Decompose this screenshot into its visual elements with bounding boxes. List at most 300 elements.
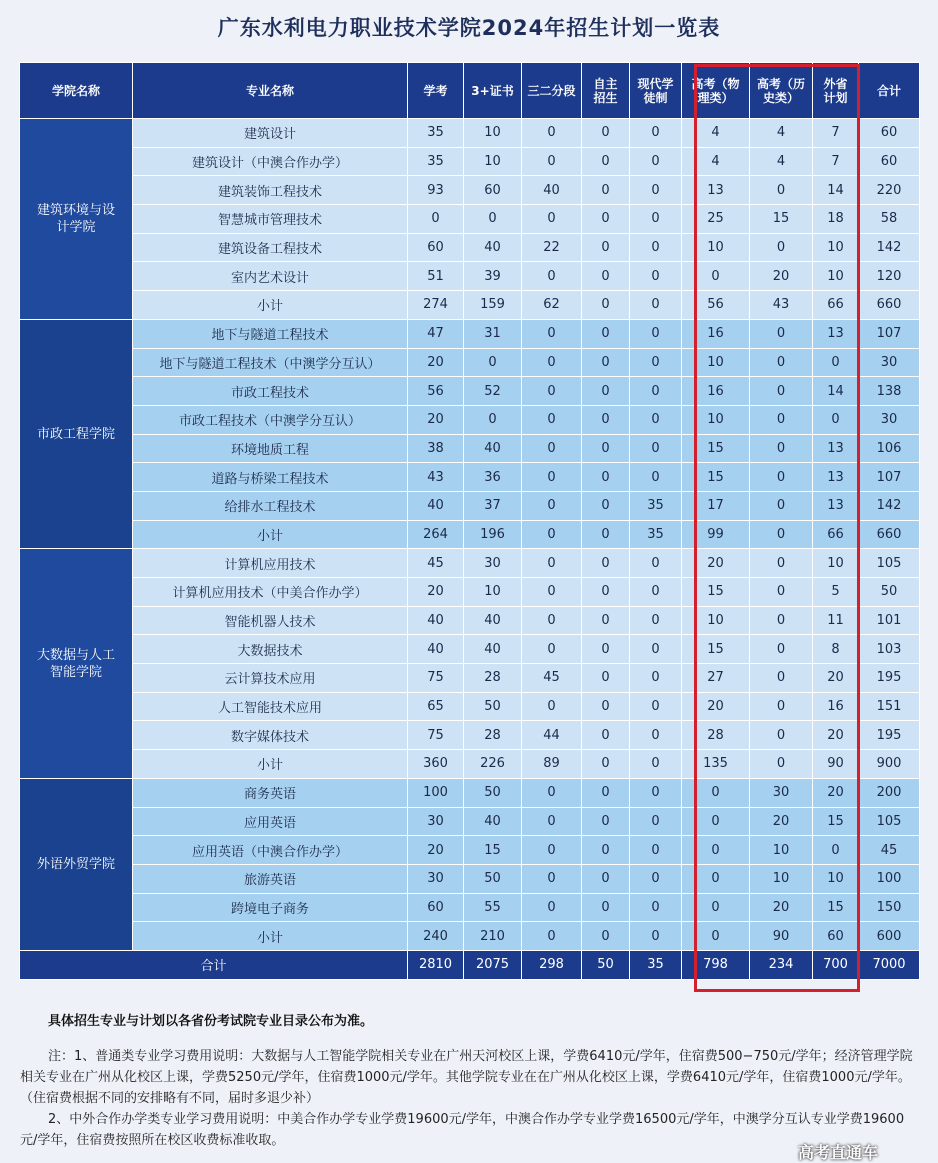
zizhu-cell: 0	[582, 348, 630, 377]
cert-cell: 40	[464, 434, 522, 463]
table-row	[20, 893, 920, 922]
gaokao-wuli-cell: 0	[682, 836, 750, 865]
waisheng-cell: 0	[813, 836, 859, 865]
gaokao-wuli-cell: 15	[682, 434, 750, 463]
sanersd-cell: 0	[522, 520, 582, 549]
heji-cell: 120	[859, 262, 920, 291]
heji-cell: 200	[859, 778, 920, 807]
subtotal-row	[20, 291, 920, 320]
major-name-cell: 云计算技术应用	[133, 664, 408, 693]
heji-cell: 195	[859, 664, 920, 693]
college-name-cell: 建筑环境与设计学院	[20, 119, 133, 320]
gaokao-wuli-cell: 25	[682, 205, 750, 234]
header-xuekao: 学考	[408, 63, 464, 119]
xiandai-cell: 0	[630, 750, 682, 779]
gaokao-lishi-cell: 0	[750, 578, 813, 607]
table-row	[20, 434, 920, 463]
waisheng-cell: 10	[813, 549, 859, 578]
gaokao-wuli-cell: 0	[682, 778, 750, 807]
xiandai-cell: 0	[630, 836, 682, 865]
xiandai-cell: 0	[630, 233, 682, 262]
heji-cell: 58	[859, 205, 920, 234]
xuekao-cell: 40	[408, 606, 464, 635]
fee-note-1: 注：1、普通类专业学习费用说明：大数据与人工智能学院相关专业在广州天河校区上课，学费6410元/学年，住宿费500−750元/学年；经济管理学院相关专业在广州从化校区上课，学费5250元/学年，住宿费1000元/学年。其他学院专业在在广州从化校区上课，学费6410元/学年，住宿费1000元/学年。（住宿费根据不同的安排略有不同，届时多退少补）	[20, 1049, 913, 1106]
waisheng-cell: 0	[813, 405, 859, 434]
table-row	[20, 635, 920, 664]
cert-cell: 159	[464, 291, 522, 320]
cert-cell: 210	[464, 922, 522, 951]
sanersd-cell: 0	[522, 864, 582, 893]
xiandai-cell: 0	[630, 463, 682, 492]
header-heji: 合计	[859, 63, 920, 119]
heji-cell: 142	[859, 233, 920, 262]
sanersd-cell: 22	[522, 233, 582, 262]
xiandai-cell: 0	[630, 635, 682, 664]
major-name-cell: 计算机应用技术（中美合作办学）	[133, 578, 408, 607]
college-name-cell: 大数据与人工智能学院	[20, 549, 133, 779]
major-name-cell: 应用英语（中澳合作办学）	[133, 836, 408, 865]
header-major: 专业名称	[133, 63, 408, 119]
xiandai-cell: 0	[630, 405, 682, 434]
xuekao-cell: 75	[408, 721, 464, 750]
zizhu-cell: 0	[582, 635, 630, 664]
heji-cell: 150	[859, 893, 920, 922]
xiandai-cell: 0	[630, 664, 682, 693]
xuekao-cell: 20	[408, 405, 464, 434]
cert-cell: 55	[464, 893, 522, 922]
heji-cell: 105	[859, 807, 920, 836]
gaokao-lishi-cell: 0	[750, 348, 813, 377]
table-row	[20, 348, 920, 377]
xiandai-cell: 0	[630, 549, 682, 578]
header-waisheng: 外省计划	[813, 63, 859, 119]
sanersd-cell: 0	[522, 836, 582, 865]
gaokao-lishi-cell: 0	[750, 664, 813, 693]
total-gaokao-wuli-cell: 798	[682, 950, 750, 979]
table-row	[20, 405, 920, 434]
xuekao-cell: 30	[408, 807, 464, 836]
gaokao-lishi-cell: 20	[750, 807, 813, 836]
cert-cell: 60	[464, 176, 522, 205]
gaokao-lishi-cell: 0	[750, 176, 813, 205]
sanersd-cell: 89	[522, 750, 582, 779]
xuekao-cell: 264	[408, 520, 464, 549]
zizhu-cell: 0	[582, 119, 630, 148]
waisheng-cell: 18	[813, 205, 859, 234]
gaokao-wuli-cell: 17	[682, 491, 750, 520]
heji-cell: 60	[859, 147, 920, 176]
major-name-cell: 计算机应用技术	[133, 549, 408, 578]
subtotal-row	[20, 750, 920, 779]
waisheng-cell: 15	[813, 893, 859, 922]
gaokao-wuli-cell: 15	[682, 463, 750, 492]
xuekao-cell: 38	[408, 434, 464, 463]
heji-cell: 103	[859, 635, 920, 664]
total-xuekao-cell: 2810	[408, 950, 464, 979]
table-row	[20, 377, 920, 406]
xiandai-cell: 0	[630, 319, 682, 348]
xuekao-cell: 47	[408, 319, 464, 348]
xuekao-cell: 20	[408, 348, 464, 377]
cert-cell: 40	[464, 807, 522, 836]
heji-cell: 107	[859, 319, 920, 348]
zizhu-cell: 0	[582, 463, 630, 492]
table-row	[20, 692, 920, 721]
waisheng-cell: 10	[813, 262, 859, 291]
heji-cell: 30	[859, 348, 920, 377]
gaokao-wuli-cell: 56	[682, 291, 750, 320]
major-name-cell: 大数据技术	[133, 635, 408, 664]
zizhu-cell: 0	[582, 778, 630, 807]
gaokao-wuli-cell: 10	[682, 606, 750, 635]
table-row	[20, 491, 920, 520]
gaokao-lishi-cell: 0	[750, 463, 813, 492]
table-row	[20, 721, 920, 750]
header-zizhu: 自主招生	[582, 63, 630, 119]
xiandai-cell: 0	[630, 119, 682, 148]
major-name-cell: 人工智能技术应用	[133, 692, 408, 721]
major-name-cell: 小计	[133, 291, 408, 320]
sanersd-cell: 0	[522, 549, 582, 578]
gaokao-lishi-cell: 0	[750, 606, 813, 635]
heji-cell: 142	[859, 491, 920, 520]
heji-cell: 45	[859, 836, 920, 865]
zizhu-cell: 0	[582, 520, 630, 549]
waisheng-cell: 14	[813, 176, 859, 205]
cert-cell: 50	[464, 778, 522, 807]
heji-cell: 220	[859, 176, 920, 205]
zizhu-cell: 0	[582, 893, 630, 922]
gaokao-wuli-cell: 0	[682, 807, 750, 836]
xuekao-cell: 35	[408, 147, 464, 176]
gaokao-lishi-cell: 0	[750, 405, 813, 434]
gaokao-lishi-cell: 20	[750, 893, 813, 922]
table-row	[20, 319, 920, 348]
waisheng-cell: 7	[813, 119, 859, 148]
waisheng-cell: 0	[813, 348, 859, 377]
cert-cell: 0	[464, 405, 522, 434]
gaokao-lishi-cell: 0	[750, 750, 813, 779]
sanersd-cell: 0	[522, 692, 582, 721]
xuekao-cell: 40	[408, 635, 464, 664]
cert-cell: 10	[464, 119, 522, 148]
subtotal-row	[20, 922, 920, 951]
waisheng-cell: 14	[813, 377, 859, 406]
major-name-cell: 应用英语	[133, 807, 408, 836]
sanersd-cell: 0	[522, 348, 582, 377]
sanersd-cell: 0	[522, 205, 582, 234]
table-row	[20, 836, 920, 865]
zizhu-cell: 0	[582, 319, 630, 348]
gaokao-lishi-cell: 0	[750, 520, 813, 549]
sanersd-cell: 45	[522, 664, 582, 693]
xiandai-cell: 0	[630, 606, 682, 635]
gaokao-lishi-cell: 0	[750, 377, 813, 406]
table-row	[20, 119, 920, 148]
cert-cell: 0	[464, 348, 522, 377]
xuekao-cell: 51	[408, 262, 464, 291]
gaokao-lishi-cell: 10	[750, 836, 813, 865]
heji-cell: 195	[859, 721, 920, 750]
gaokao-lishi-cell: 0	[750, 721, 813, 750]
header-gaokao-lishi: 高考（历史类）	[750, 63, 813, 119]
header-sanersd: 三二分段	[522, 63, 582, 119]
major-name-cell: 建筑设备工程技术	[133, 233, 408, 262]
xiandai-cell: 0	[630, 147, 682, 176]
waisheng-cell: 13	[813, 463, 859, 492]
xiandai-cell: 0	[630, 205, 682, 234]
cert-cell: 52	[464, 377, 522, 406]
gaokao-wuli-cell: 20	[682, 692, 750, 721]
sanersd-cell: 0	[522, 463, 582, 492]
total-row	[20, 950, 920, 979]
zizhu-cell: 0	[582, 377, 630, 406]
header-gaokao-wuli: 高考（物理类）	[682, 63, 750, 119]
waisheng-cell: 66	[813, 520, 859, 549]
xuekao-cell: 40	[408, 491, 464, 520]
xiandai-cell: 0	[630, 692, 682, 721]
xiandai-cell: 0	[630, 262, 682, 291]
heji-cell: 100	[859, 864, 920, 893]
heji-cell: 900	[859, 750, 920, 779]
xuekao-cell: 75	[408, 664, 464, 693]
waisheng-cell: 11	[813, 606, 859, 635]
waisheng-cell: 10	[813, 864, 859, 893]
major-name-cell: 市政工程技术	[133, 377, 408, 406]
cert-cell: 50	[464, 692, 522, 721]
cert-cell: 31	[464, 319, 522, 348]
major-name-cell: 环境地质工程	[133, 434, 408, 463]
zizhu-cell: 0	[582, 176, 630, 205]
xiandai-cell: 0	[630, 778, 682, 807]
table-row	[20, 233, 920, 262]
cert-cell: 226	[464, 750, 522, 779]
sanersd-cell: 0	[522, 377, 582, 406]
total-heji-cell: 7000	[859, 950, 920, 979]
gaokao-wuli-cell: 13	[682, 176, 750, 205]
table-row	[20, 147, 920, 176]
cert-cell: 50	[464, 864, 522, 893]
zizhu-cell: 0	[582, 664, 630, 693]
xiandai-cell: 0	[630, 893, 682, 922]
xuekao-cell: 0	[408, 205, 464, 234]
xiandai-cell: 0	[630, 291, 682, 320]
gaokao-wuli-cell: 0	[682, 922, 750, 951]
table-row	[20, 578, 920, 607]
gaokao-wuli-cell: 135	[682, 750, 750, 779]
major-name-cell: 室内艺术设计	[133, 262, 408, 291]
gaokao-lishi-cell: 30	[750, 778, 813, 807]
heji-cell: 660	[859, 291, 920, 320]
sanersd-cell: 0	[522, 491, 582, 520]
zizhu-cell: 0	[582, 922, 630, 951]
xiandai-cell: 0	[630, 807, 682, 836]
watermark: 高考直通车	[798, 1143, 879, 1162]
sanersd-cell: 0	[522, 893, 582, 922]
table-row	[20, 864, 920, 893]
header-college: 学院名称	[20, 63, 133, 119]
xuekao-cell: 100	[408, 778, 464, 807]
gaokao-lishi-cell: 20	[750, 262, 813, 291]
gaokao-wuli-cell: 15	[682, 578, 750, 607]
sanersd-cell: 44	[522, 721, 582, 750]
zizhu-cell: 0	[582, 864, 630, 893]
cert-cell: 37	[464, 491, 522, 520]
subtotal-row	[20, 520, 920, 549]
major-name-cell: 建筑装饰工程技术	[133, 176, 408, 205]
xuekao-cell: 20	[408, 578, 464, 607]
major-name-cell: 数字媒体技术	[133, 721, 408, 750]
college-name-cell: 外语外贸学院	[20, 778, 133, 950]
heji-cell: 107	[859, 463, 920, 492]
xiandai-cell: 0	[630, 721, 682, 750]
college-name-cell: 市政工程学院	[20, 319, 133, 549]
cert-cell: 10	[464, 578, 522, 607]
xuekao-cell: 20	[408, 836, 464, 865]
zizhu-cell: 0	[582, 750, 630, 779]
xuekao-cell: 274	[408, 291, 464, 320]
gaokao-lishi-cell: 15	[750, 205, 813, 234]
total-xiandai-cell: 35	[630, 950, 682, 979]
waisheng-cell: 15	[813, 807, 859, 836]
table-row	[20, 463, 920, 492]
xiandai-cell: 35	[630, 520, 682, 549]
xuekao-cell: 60	[408, 233, 464, 262]
gaokao-lishi-cell: 4	[750, 147, 813, 176]
enrollment-plan-table	[19, 62, 920, 980]
gaokao-wuli-cell: 99	[682, 520, 750, 549]
cert-cell: 36	[464, 463, 522, 492]
zizhu-cell: 0	[582, 807, 630, 836]
sanersd-cell: 0	[522, 262, 582, 291]
major-name-cell: 智能机器人技术	[133, 606, 408, 635]
gaokao-wuli-cell: 0	[682, 893, 750, 922]
gaokao-wuli-cell: 4	[682, 147, 750, 176]
zizhu-cell: 0	[582, 491, 630, 520]
gaokao-wuli-cell: 15	[682, 635, 750, 664]
sanersd-cell: 0	[522, 147, 582, 176]
sanersd-cell: 0	[522, 778, 582, 807]
xuekao-cell: 93	[408, 176, 464, 205]
xuekao-cell: 43	[408, 463, 464, 492]
table-row	[20, 176, 920, 205]
heji-cell: 30	[859, 405, 920, 434]
gaokao-wuli-cell: 0	[682, 864, 750, 893]
sanersd-cell: 0	[522, 405, 582, 434]
waisheng-cell: 20	[813, 664, 859, 693]
xuekao-cell: 360	[408, 750, 464, 779]
gaokao-lishi-cell: 0	[750, 692, 813, 721]
waisheng-cell: 60	[813, 922, 859, 951]
major-name-cell: 旅游英语	[133, 864, 408, 893]
heji-cell: 151	[859, 692, 920, 721]
waisheng-cell: 90	[813, 750, 859, 779]
gaokao-wuli-cell: 16	[682, 377, 750, 406]
fee-notes	[20, 1046, 920, 1151]
heji-cell: 138	[859, 377, 920, 406]
zizhu-cell: 0	[582, 836, 630, 865]
zizhu-cell: 0	[582, 147, 630, 176]
waisheng-cell: 7	[813, 147, 859, 176]
total-cert-cell: 2075	[464, 950, 522, 979]
waisheng-cell: 13	[813, 319, 859, 348]
xuekao-cell: 30	[408, 864, 464, 893]
page-title: 广东水利电力职业技术学院2024年招生计划一览表	[217, 16, 721, 40]
waisheng-cell: 8	[813, 635, 859, 664]
gaokao-lishi-cell: 0	[750, 635, 813, 664]
xuekao-cell: 56	[408, 377, 464, 406]
cert-cell: 39	[464, 262, 522, 291]
xiandai-cell: 0	[630, 578, 682, 607]
waisheng-cell: 13	[813, 434, 859, 463]
gaokao-lishi-cell: 0	[750, 491, 813, 520]
cert-cell: 10	[464, 147, 522, 176]
xuekao-cell: 35	[408, 119, 464, 148]
xuekao-cell: 45	[408, 549, 464, 578]
table-row	[20, 549, 920, 578]
waisheng-cell: 16	[813, 692, 859, 721]
sanersd-cell: 0	[522, 807, 582, 836]
waisheng-cell: 20	[813, 778, 859, 807]
zizhu-cell: 0	[582, 549, 630, 578]
zizhu-cell: 0	[582, 434, 630, 463]
gaokao-wuli-cell: 20	[682, 549, 750, 578]
sanersd-cell: 0	[522, 606, 582, 635]
gaokao-wuli-cell: 10	[682, 405, 750, 434]
gaokao-lishi-cell: 0	[750, 319, 813, 348]
cert-cell: 28	[464, 721, 522, 750]
gaokao-wuli-cell: 10	[682, 348, 750, 377]
zizhu-cell: 0	[582, 578, 630, 607]
gaokao-lishi-cell: 0	[750, 549, 813, 578]
major-name-cell: 智慧城市管理技术	[133, 205, 408, 234]
sanersd-cell: 0	[522, 434, 582, 463]
cert-cell: 30	[464, 549, 522, 578]
total-gaokao-lishi-cell: 234	[750, 950, 813, 979]
gaokao-wuli-cell: 10	[682, 233, 750, 262]
sanersd-cell: 0	[522, 119, 582, 148]
cert-cell: 0	[464, 205, 522, 234]
waisheng-cell: 20	[813, 721, 859, 750]
zizhu-cell: 0	[582, 291, 630, 320]
total-sanersd-cell: 298	[522, 950, 582, 979]
gaokao-lishi-cell: 4	[750, 119, 813, 148]
gaokao-lishi-cell: 0	[750, 233, 813, 262]
table-row	[20, 778, 920, 807]
major-name-cell: 小计	[133, 520, 408, 549]
major-name-cell: 商务英语	[133, 778, 408, 807]
table-row	[20, 205, 920, 234]
total-waisheng-cell: 700	[813, 950, 859, 979]
xiandai-cell: 35	[630, 491, 682, 520]
gaokao-wuli-cell: 4	[682, 119, 750, 148]
zizhu-cell: 0	[582, 606, 630, 635]
waisheng-cell: 5	[813, 578, 859, 607]
major-name-cell: 小计	[133, 922, 408, 951]
zizhu-cell: 0	[582, 262, 630, 291]
heji-cell: 50	[859, 578, 920, 607]
table-row	[20, 606, 920, 635]
major-name-cell: 道路与桥梁工程技术	[133, 463, 408, 492]
waisheng-cell: 10	[813, 233, 859, 262]
sanersd-cell: 40	[522, 176, 582, 205]
total-label-cell: 合计	[20, 950, 408, 979]
major-name-cell: 市政工程技术（中澳学分互认）	[133, 405, 408, 434]
xiandai-cell: 0	[630, 864, 682, 893]
gaokao-wuli-cell: 28	[682, 721, 750, 750]
header-cert: 3+证书	[464, 63, 522, 119]
cert-cell: 196	[464, 520, 522, 549]
